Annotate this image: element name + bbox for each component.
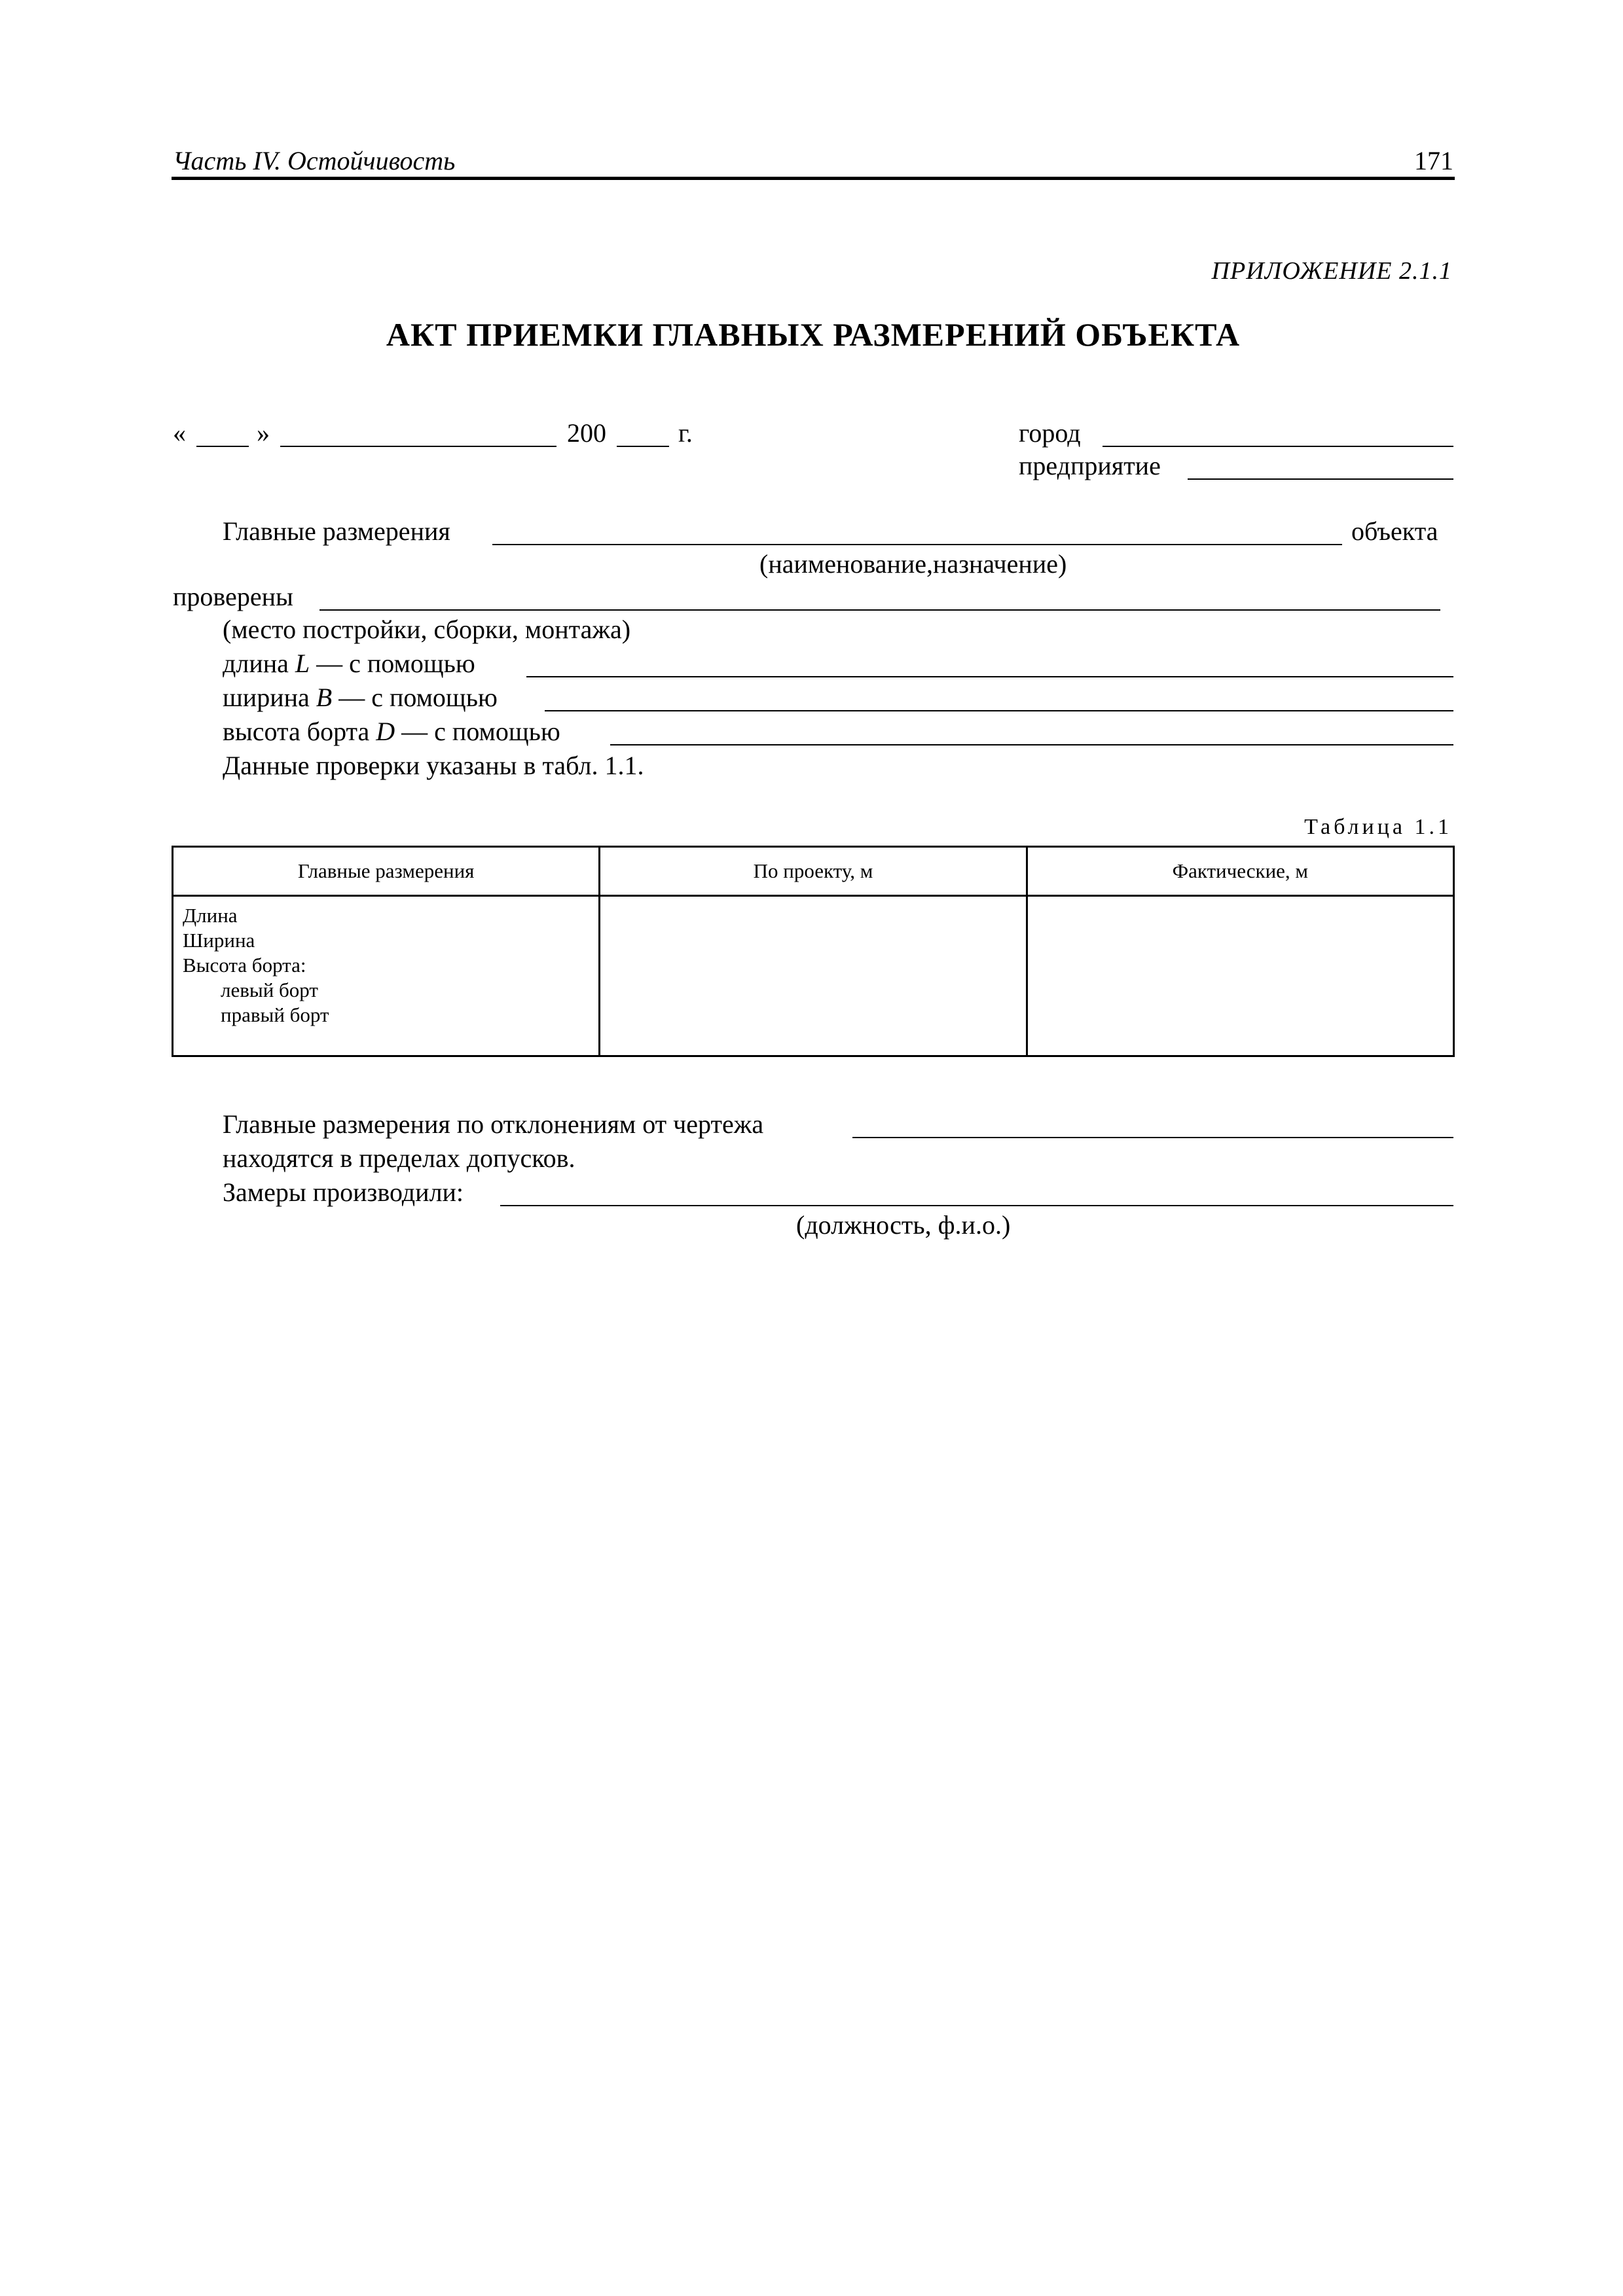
date-month-field[interactable]: [280, 446, 556, 447]
actual-values-cell[interactable]: [1027, 896, 1453, 1056]
table-row: [173, 896, 1454, 1056]
position-hint: (должность, ф.и.о.): [796, 1210, 1011, 1240]
depth-method-label: высота борта D — с помощью: [223, 717, 560, 746]
checked-label: проверены: [173, 582, 293, 611]
column-header-design: По проекту, м: [600, 847, 1027, 896]
width-method-label: ширина B — с помощью: [223, 683, 498, 712]
design-values-cell[interactable]: [600, 896, 1027, 1056]
row-label-port-side: левый борт: [221, 978, 318, 1001]
deviation-drawing-field[interactable]: [852, 1137, 1453, 1138]
row-label-depth: Высота борта:: [183, 954, 306, 977]
column-header-dimension: Главные размерения: [173, 847, 600, 896]
check-place-hint: (место постройки, сборки, монтажа): [223, 615, 631, 644]
enterprise-label: предприятие: [1019, 451, 1161, 480]
running-header-section: Часть IV. Остойчивость: [173, 146, 456, 175]
row-label-width: Ширина: [183, 929, 255, 952]
tolerance-text: находятся в пределах допусков.: [223, 1143, 575, 1173]
data-note: Данные проверки указаны в табл. 1.1.: [223, 751, 644, 780]
date-year-suffix: г.: [678, 418, 693, 448]
check-place-field[interactable]: [319, 609, 1440, 611]
date-year-field[interactable]: [617, 446, 669, 447]
enterprise-field[interactable]: [1188, 478, 1453, 480]
table-caption: Таблица 1.1: [1304, 815, 1452, 839]
document-title: АКТ ПРИЕМКИ ГЛАВНЫХ РАЗМЕРЕНИЙ ОБЪЕКТА: [386, 316, 1241, 353]
object-name-hint: (наименование,назначение): [759, 549, 1067, 579]
depth-method-field[interactable]: [610, 744, 1453, 745]
object-name-field[interactable]: [492, 544, 1342, 545]
column-header-actual: Фактические, м: [1027, 847, 1453, 896]
object-word: объекта: [1351, 516, 1438, 546]
main-dims-label: Главные размерения: [223, 516, 450, 546]
appendix-label: ПРИЛОЖЕНИЕ 2.1.1: [1211, 257, 1452, 285]
table-header-row: [173, 847, 1454, 896]
page-number: 171: [1414, 146, 1453, 175]
measured-label: Замеры производили:: [223, 1177, 464, 1207]
row-label-length: Длина: [183, 904, 238, 927]
dimensions-table: [172, 846, 1455, 1057]
row-label-starboard-side: правый борт: [221, 1003, 329, 1026]
city-label: город: [1019, 418, 1081, 448]
length-method-field[interactable]: [526, 676, 1453, 677]
dimension-names-cell: [173, 896, 600, 1056]
date-close-quote: »: [257, 418, 270, 448]
date-year-prefix: 200: [567, 418, 606, 448]
date-open-quote: «: [173, 418, 186, 448]
width-method-field[interactable]: [545, 710, 1453, 711]
header-rule: [172, 177, 1455, 180]
deviation-label: Главные размерения по отклонениям от чертежа: [223, 1109, 764, 1139]
measured-by-field[interactable]: [500, 1205, 1453, 1206]
length-method-label: длина L — с помощью: [223, 649, 475, 678]
city-field[interactable]: [1103, 446, 1453, 447]
date-day-field[interactable]: [196, 446, 249, 447]
